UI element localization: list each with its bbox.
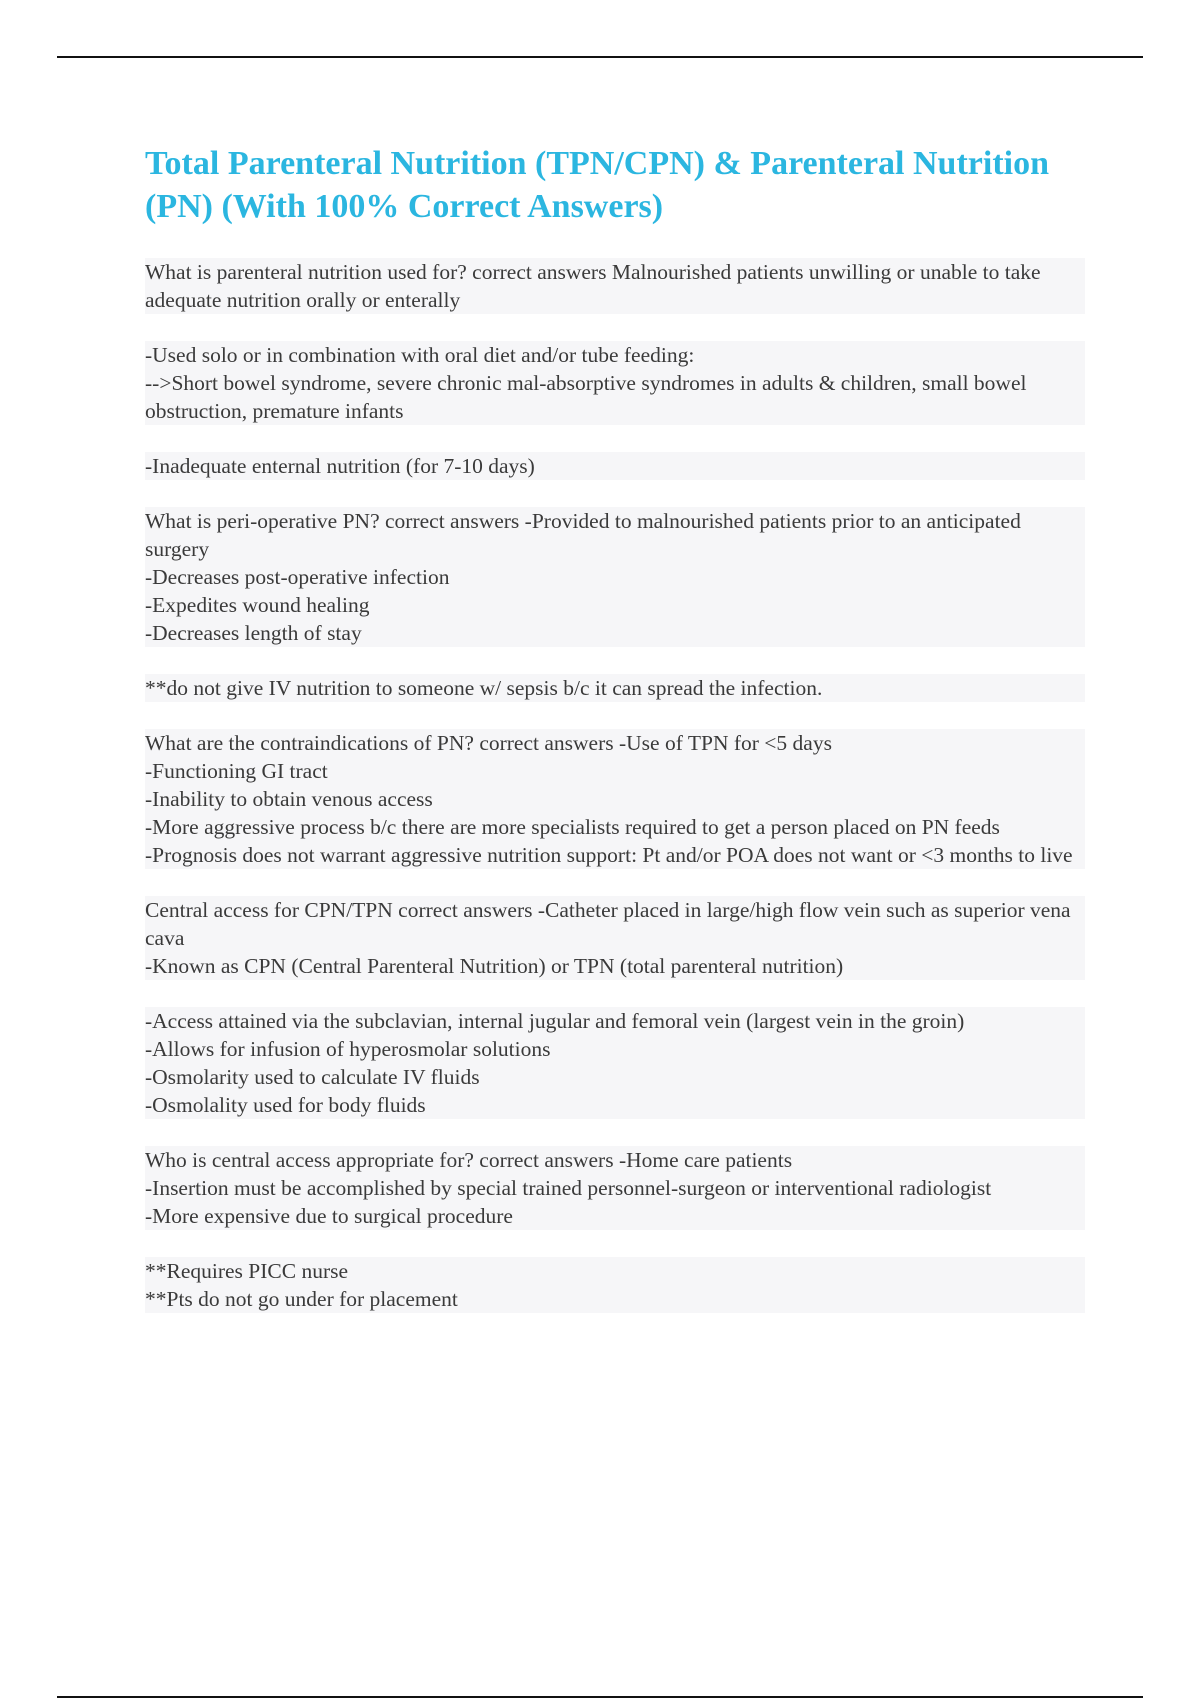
paragraph-picc-notes bbox=[145, 1257, 1085, 1313]
paragraph-line: -Inadequate enternal nutrition (for 7-10 days) bbox=[145, 452, 1085, 480]
paragraph-line: -Access attained via the subclavian, internal jugular and femoral vein (largest vein in the groin) bbox=[145, 1007, 1085, 1035]
document-title: Total Parenteral Nutrition (TPN/CPN) & Parenteral Nutrition (PN) (With 100% Correct Answers) bbox=[145, 145, 1050, 225]
paragraph-peri-operative bbox=[145, 507, 1085, 647]
paragraph-line: What is peri-operative PN? correct answers -Provided to malnourished patients prior to an anticipated surgery bbox=[145, 507, 1085, 563]
top-rule bbox=[57, 56, 1143, 58]
paragraph-line: -Osmolality used for body fluids bbox=[145, 1091, 1085, 1119]
paragraph-central-access bbox=[145, 896, 1085, 980]
paragraph-line: -->Short bowel syndrome, severe chronic mal-absorptive syndromes in adults & children, small bowel obstruction, premature infants bbox=[145, 369, 1085, 425]
paragraph-line: Central access for CPN/TPN correct answers -Catheter placed in large/high flow vein such as superior vena cava bbox=[145, 896, 1085, 952]
paragraph-line: -Used solo or in combination with oral diet and/or tube feeding: bbox=[145, 341, 1085, 369]
paragraph-contraindications bbox=[145, 729, 1085, 869]
paragraph-central-access-candidates bbox=[145, 1146, 1085, 1230]
paragraph-line: -Known as CPN (Central Parenteral Nutrition) or TPN (total parenteral nutrition) bbox=[145, 952, 1085, 980]
paragraph-line: -More expensive due to surgical procedure bbox=[145, 1202, 1085, 1230]
paragraph-line: -Expedites wound healing bbox=[145, 591, 1085, 619]
paragraph-line: -Inability to obtain venous access bbox=[145, 785, 1085, 813]
paragraph-line: -More aggressive process b/c there are more specialists required to get a person placed on PN feeds bbox=[145, 813, 1085, 841]
paragraph-line: -Functioning GI tract bbox=[145, 757, 1085, 785]
paragraph-inadequate-enteral bbox=[145, 452, 1085, 480]
paragraph-line: Who is central access appropriate for? correct answers -Home care patients bbox=[145, 1146, 1085, 1174]
paragraph-line: What is parenteral nutrition used for? correct answers Malnourished patients unwilling or unable to take adequate nutrition orally or enterally bbox=[145, 258, 1085, 314]
paragraph-line: -Prognosis does not warrant aggressive nutrition support: Pt and/or POA does not want or <3 months to live bbox=[145, 841, 1085, 869]
paragraph-line: What are the contraindications of PN? correct answers -Use of TPN for <5 days bbox=[145, 729, 1085, 757]
bottom-rule bbox=[57, 1696, 1143, 1698]
paragraph-line: -Osmolarity used to calculate IV fluids bbox=[145, 1063, 1085, 1091]
paragraph-sepsis-note bbox=[145, 674, 1085, 702]
paragraph-line: -Insertion must be accomplished by special trained personnel-surgeon or interventional radiologist bbox=[145, 1174, 1085, 1202]
paragraph-line: -Decreases length of stay bbox=[145, 619, 1085, 647]
document-body bbox=[145, 142, 1085, 1340]
paragraph-line: **do not give IV nutrition to someone w/ sepsis b/c it can spread the infection. bbox=[145, 674, 1085, 702]
paragraph-line: **Requires PICC nurse bbox=[145, 1257, 1085, 1285]
paragraph-line: **Pts do not go under for placement bbox=[145, 1285, 1085, 1313]
paragraph-line: -Decreases post-operative infection bbox=[145, 563, 1085, 591]
paragraph-line: -Allows for infusion of hyperosmolar solutions bbox=[145, 1035, 1085, 1063]
paragraph-indications bbox=[145, 341, 1085, 425]
paragraph-parenteral-use bbox=[145, 258, 1085, 314]
paragraph-access-sites bbox=[145, 1007, 1085, 1119]
